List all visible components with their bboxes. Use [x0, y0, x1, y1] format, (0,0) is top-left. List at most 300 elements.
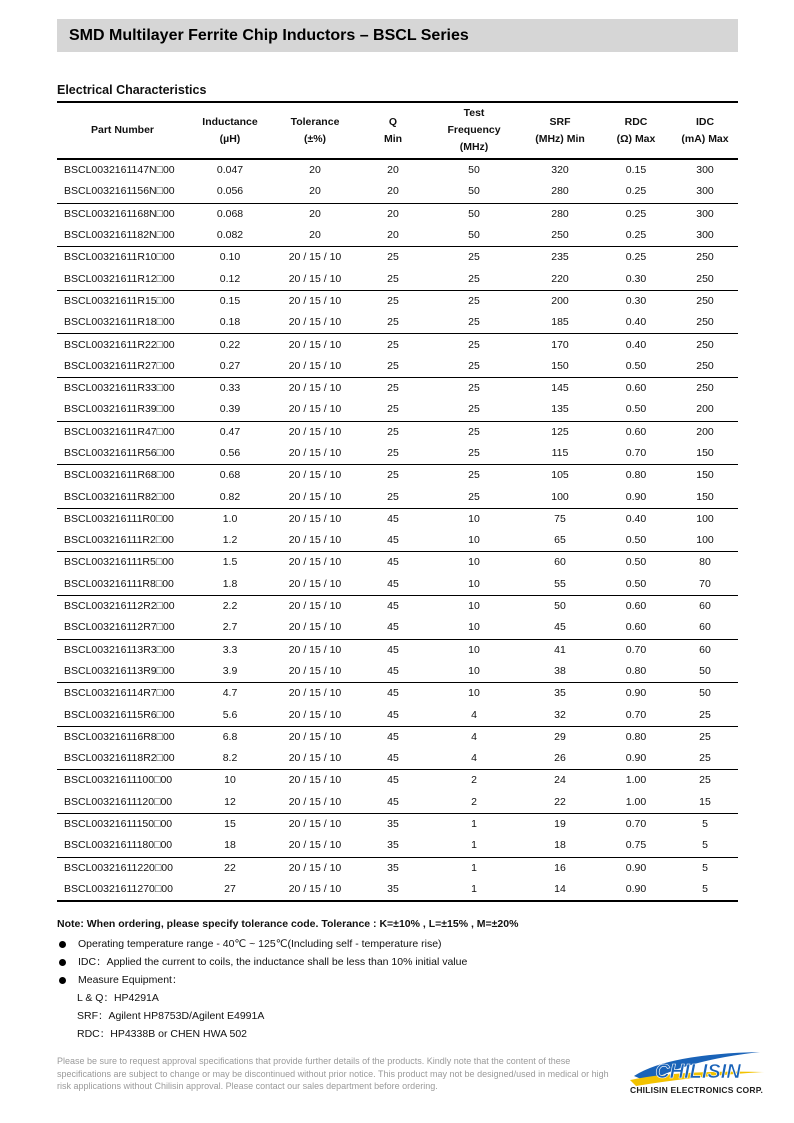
table-row — [57, 465, 738, 487]
cell-rdc: 0.30 — [625, 294, 647, 307]
bullet-item: IDC：Applied the current to coils, the inductance shall be less than 10% initial value — [57, 953, 467, 971]
cell-test-frequency: 25 — [428, 356, 520, 378]
table-row — [57, 334, 738, 356]
cell-part-number: BSCL003216111R0□00 — [64, 512, 174, 525]
cell-inductance: 22 — [224, 861, 236, 874]
table-row — [57, 552, 738, 574]
table-row — [57, 835, 738, 857]
col-tolerance: Tolerance (±%) — [272, 102, 358, 159]
cell-tolerance: 20 — [272, 181, 358, 203]
cell-idc: 250 — [672, 312, 738, 334]
cell-srf: 145 — [551, 382, 569, 395]
cell-rdc: 0.60 — [600, 617, 672, 639]
cell-idc: 70 — [672, 574, 738, 596]
cell-part-number: BSCL003216112R2□00 — [64, 600, 175, 613]
cell-tolerance: 20 / 15 / 10 — [272, 443, 358, 465]
cell-inductance: 6.8 — [222, 730, 238, 743]
cell-part-number: BSCL003216111R5□00 — [64, 556, 174, 569]
table-row — [57, 443, 738, 465]
cell-idc: 5 — [672, 835, 738, 857]
cell-rdc: 0.15 — [625, 164, 647, 177]
cell-idc: 5 — [672, 879, 738, 901]
cell-inductance: 2.2 — [222, 600, 238, 613]
cell-idc: 150 — [696, 469, 714, 482]
cell-q-min: 45 — [358, 530, 428, 552]
cell-rdc: 0.60 — [625, 600, 647, 613]
cell-part-number: BSCL00321611220□00 — [64, 861, 173, 874]
cell-srf: 150 — [520, 356, 600, 378]
cell-part-number: BSCL003216113R9□00 — [57, 661, 188, 683]
cell-tolerance: 20 / 15 / 10 — [272, 879, 358, 901]
cell-idc: 250 — [672, 268, 738, 290]
cell-idc: 300 — [672, 181, 738, 203]
table-row — [57, 639, 738, 661]
table-row — [57, 530, 738, 552]
table-row — [57, 770, 738, 792]
cell-idc: 25 — [672, 704, 738, 726]
cell-tolerance: 20 / 15 / 10 — [272, 356, 358, 378]
table-row — [57, 748, 738, 770]
cell-srf: 125 — [551, 425, 569, 438]
cell-srf: 41 — [554, 643, 566, 656]
cell-rdc: 0.75 — [600, 835, 672, 857]
cell-q-min: 35 — [387, 818, 399, 831]
cell-rdc: 0.80 — [600, 661, 672, 683]
cell-idc: 5 — [702, 861, 708, 874]
table-row — [57, 508, 738, 530]
cell-srf: 220 — [520, 268, 600, 290]
cell-rdc: 0.50 — [600, 530, 672, 552]
cell-test-frequency: 10 — [468, 556, 480, 569]
cell-part-number: BSCL003216118R2□00 — [57, 748, 188, 770]
cell-inductance: 0.12 — [188, 268, 272, 290]
cell-inductance: 0.68 — [219, 469, 241, 482]
cell-part-number: BSCL00321611270□00 — [57, 879, 188, 901]
cell-tolerance: 20 / 15 / 10 — [288, 643, 342, 656]
cell-inductance: 4.7 — [222, 687, 238, 700]
table-row — [57, 290, 738, 312]
cell-q-min: 45 — [387, 774, 399, 787]
cell-srf: 35 — [554, 687, 566, 700]
cell-q-min: 25 — [387, 338, 399, 351]
table-row — [57, 181, 738, 203]
cell-idc: 250 — [696, 382, 714, 395]
cell-rdc: 0.90 — [625, 687, 647, 700]
cell-tolerance: 20 / 15 / 10 — [272, 661, 358, 683]
cell-rdc: 0.70 — [600, 443, 672, 465]
cell-q-min: 45 — [387, 643, 399, 656]
cell-inductance: 0.18 — [188, 312, 272, 334]
cell-rdc: 0.70 — [625, 643, 647, 656]
cell-part-number: BSCL00321611100□00 — [64, 774, 173, 787]
cell-test-frequency: 25 — [468, 338, 480, 351]
cell-idc: 25 — [699, 730, 711, 743]
cell-part-number: BSCL00321611R15□00 — [64, 294, 175, 307]
cell-part-number: BSCL00321611R27□00 — [57, 356, 188, 378]
cell-idc: 250 — [696, 338, 714, 351]
table-row — [57, 399, 738, 421]
cell-idc: 100 — [672, 530, 738, 552]
table-row — [57, 486, 738, 508]
cell-rdc: 0.40 — [625, 338, 647, 351]
cell-idc: 25 — [699, 774, 711, 787]
bullet-item: Measure Equipment： — [57, 971, 467, 989]
cell-idc: 250 — [672, 356, 738, 378]
cell-srf: 55 — [520, 574, 600, 596]
cell-test-frequency: 25 — [428, 268, 520, 290]
bullet-icon — [59, 959, 66, 966]
cell-idc: 50 — [672, 661, 738, 683]
cell-test-frequency: 25 — [468, 251, 480, 264]
cell-tolerance: 20 / 15 / 10 — [288, 338, 342, 351]
cell-q-min: 45 — [387, 687, 399, 700]
cell-test-frequency: 10 — [428, 617, 520, 639]
cell-inductance: 0.15 — [219, 294, 241, 307]
col-part-number: Part Number — [57, 102, 188, 159]
cell-part-number: BSCL00321611R10□00 — [64, 251, 175, 264]
cell-inductance: 0.082 — [188, 225, 272, 247]
cell-idc: 15 — [672, 792, 738, 814]
cell-rdc: 0.40 — [625, 512, 647, 525]
cell-srf: 50 — [554, 600, 566, 613]
cell-tolerance: 20 / 15 / 10 — [272, 268, 358, 290]
cell-tolerance: 20 — [272, 225, 358, 247]
cell-srf: 24 — [554, 774, 566, 787]
cell-rdc: 0.60 — [625, 425, 647, 438]
cell-test-frequency: 10 — [428, 661, 520, 683]
cell-part-number: BSCL00321611R39□00 — [57, 399, 188, 421]
cell-rdc: 0.70 — [625, 818, 647, 831]
cell-srf: 32 — [520, 704, 600, 726]
cell-tolerance: 20 / 15 / 10 — [272, 704, 358, 726]
cell-test-frequency: 25 — [468, 425, 480, 438]
cell-idc: 100 — [696, 512, 714, 525]
cell-test-frequency: 25 — [428, 312, 520, 334]
col-test-frequency: Test Frequency (MHz) — [428, 102, 520, 159]
cell-part-number: BSCL00321611R47□00 — [64, 425, 175, 438]
cell-part-number: BSCL003216112R7□00 — [57, 617, 188, 639]
cell-test-frequency: 4 — [428, 748, 520, 770]
table-body — [57, 159, 738, 901]
page-title: SMD Multilayer Ferrite Chip Inductors – BSCL Series — [69, 26, 469, 44]
cell-test-frequency: 1 — [428, 879, 520, 901]
table-row — [57, 857, 738, 879]
table-header-row — [57, 102, 738, 159]
cell-tolerance: 20 — [309, 164, 321, 177]
cell-q-min: 25 — [358, 356, 428, 378]
cell-part-number: BSCL003216115R6□00 — [57, 704, 188, 726]
cell-srf: 115 — [520, 443, 600, 465]
cell-rdc: 0.60 — [625, 382, 647, 395]
cell-tolerance: 20 / 15 / 10 — [288, 382, 342, 395]
logo-word: CHILISIN — [655, 1061, 741, 1083]
cell-tolerance: 20 / 15 / 10 — [288, 425, 342, 438]
equipment-item: SRF：Agilent HP8753D/Agilent E4991A — [77, 1010, 265, 1022]
cell-inductance: 1.0 — [222, 512, 238, 525]
cell-rdc: 0.80 — [625, 469, 647, 482]
cell-test-frequency: 50 — [468, 207, 480, 220]
cell-rdc: 0.80 — [625, 730, 647, 743]
cell-srf: 45 — [520, 617, 600, 639]
cell-inductance: 0.056 — [188, 181, 272, 203]
cell-rdc: 0.25 — [625, 251, 647, 264]
cell-idc: 5 — [702, 818, 708, 831]
cell-inductance: 0.10 — [219, 251, 241, 264]
cell-srf: 19 — [554, 818, 566, 831]
cell-part-number: BSCL00321611R33□00 — [64, 382, 175, 395]
table-row — [57, 247, 738, 269]
cell-q-min: 20 — [387, 207, 399, 220]
cell-srf: 22 — [520, 792, 600, 814]
cell-test-frequency: 2 — [471, 774, 477, 787]
cell-q-min: 25 — [387, 425, 399, 438]
table-row — [57, 726, 738, 748]
cell-rdc: 0.50 — [600, 574, 672, 596]
cell-tolerance: 20 / 15 / 10 — [288, 251, 342, 264]
cell-test-frequency: 2 — [428, 792, 520, 814]
cell-srf: 75 — [554, 512, 566, 525]
cell-idc: 300 — [696, 164, 714, 177]
cell-inductance: 0.22 — [219, 338, 241, 351]
cell-test-frequency: 50 — [428, 225, 520, 247]
cell-inductance: 0.27 — [188, 356, 272, 378]
table-row — [57, 225, 738, 247]
table-row — [57, 704, 738, 726]
ordering-note: Note: When ordering, please specify tolerance code. Tolerance : K=±10% , L=±15% , M=±20% — [57, 918, 519, 930]
cell-test-frequency: 1 — [428, 835, 520, 857]
table-row — [57, 683, 738, 705]
cell-tolerance: 20 / 15 / 10 — [288, 730, 342, 743]
cell-q-min: 20 — [358, 225, 428, 247]
cell-inductance: 0.047 — [216, 164, 244, 177]
cell-q-min: 25 — [387, 469, 399, 482]
cell-test-frequency: 50 — [428, 181, 520, 203]
cell-rdc: 1.00 — [600, 792, 672, 814]
table-row — [57, 312, 738, 334]
cell-inductance: 0.47 — [219, 425, 241, 438]
cell-rdc: 0.90 — [625, 861, 647, 874]
cell-tolerance: 20 / 15 / 10 — [288, 600, 342, 613]
cell-part-number: BSCL00321611R22□00 — [64, 338, 175, 351]
cell-inductance: 15 — [224, 818, 236, 831]
cell-q-min: 35 — [358, 835, 428, 857]
cell-test-frequency: 10 — [468, 643, 480, 656]
cell-test-frequency: 10 — [468, 512, 480, 525]
cell-inductance: 0.82 — [188, 486, 272, 508]
col-srf: SRF (MHz) Min — [520, 102, 600, 159]
cell-tolerance: 20 / 15 / 10 — [272, 835, 358, 857]
cell-part-number: BSCL00321611180□00 — [57, 835, 188, 857]
cell-rdc: 0.25 — [625, 207, 647, 220]
cell-inductance: 0.068 — [216, 207, 244, 220]
cell-rdc: 0.90 — [600, 879, 672, 901]
cell-test-frequency: 25 — [428, 443, 520, 465]
col-inductance: Inductance (µH) — [188, 102, 272, 159]
bullet-icon — [59, 941, 66, 948]
cell-q-min: 25 — [358, 443, 428, 465]
cell-q-min: 25 — [358, 268, 428, 290]
title-bar — [57, 19, 738, 52]
company-name: CHILISIN ELECTRONICS CORP. — [630, 1085, 764, 1095]
col-rdc: RDC (Ω) Max — [600, 102, 672, 159]
cell-tolerance: 20 / 15 / 10 — [288, 818, 342, 831]
cell-srf: 16 — [554, 861, 566, 874]
cell-q-min: 25 — [358, 399, 428, 421]
equipment-list — [77, 989, 264, 1043]
equipment-item: RDC：HP4338B or CHEN HWA 502 — [77, 1028, 247, 1040]
cell-test-frequency: 25 — [428, 486, 520, 508]
cell-q-min: 45 — [358, 792, 428, 814]
cell-inductance: 12 — [188, 792, 272, 814]
cell-idc: 60 — [699, 600, 711, 613]
cell-srf: 38 — [520, 661, 600, 683]
cell-q-min: 35 — [387, 861, 399, 874]
cell-test-frequency: 1 — [471, 861, 477, 874]
cell-tolerance: 20 / 15 / 10 — [288, 294, 342, 307]
cell-q-min: 25 — [358, 312, 428, 334]
cell-part-number: BSCL0032161168N□00 — [64, 207, 175, 220]
cell-srf: 65 — [520, 530, 600, 552]
cell-tolerance: 20 / 15 / 10 — [272, 792, 358, 814]
cell-inductance: 1.5 — [222, 556, 238, 569]
cell-tolerance: 20 / 15 / 10 — [288, 512, 342, 525]
cell-test-frequency: 50 — [468, 164, 480, 177]
cell-part-number: BSCL003216114R7□00 — [64, 687, 175, 700]
cell-part-number: BSCL003216111R2□00 — [57, 530, 188, 552]
electrical-characteristics-table — [57, 101, 738, 902]
cell-test-frequency: 4 — [471, 730, 477, 743]
cell-tolerance: 20 / 15 / 10 — [272, 312, 358, 334]
cell-inductance: 27 — [188, 879, 272, 901]
cell-q-min: 25 — [358, 486, 428, 508]
cell-test-frequency: 1 — [471, 818, 477, 831]
table-row — [57, 813, 738, 835]
cell-rdc: 0.50 — [600, 356, 672, 378]
cell-part-number: BSCL00321611R56□00 — [57, 443, 188, 465]
cell-q-min: 35 — [358, 879, 428, 901]
cell-q-min: 45 — [358, 748, 428, 770]
cell-inductance: 1.2 — [188, 530, 272, 552]
cell-idc: 50 — [699, 687, 711, 700]
cell-srf: 18 — [520, 835, 600, 857]
cell-tolerance: 20 / 15 / 10 — [272, 530, 358, 552]
cell-inductance: 8.2 — [188, 748, 272, 770]
cell-inductance: 2.7 — [188, 617, 272, 639]
cell-tolerance: 20 / 15 / 10 — [272, 399, 358, 421]
cell-idc: 80 — [699, 556, 711, 569]
cell-inductance: 5.6 — [188, 704, 272, 726]
table-row — [57, 617, 738, 639]
cell-q-min: 20 — [358, 181, 428, 203]
col-idc: IDC (mA) Max — [672, 102, 738, 159]
table-row — [57, 268, 738, 290]
cell-rdc: 0.70 — [600, 704, 672, 726]
cell-srf: 105 — [551, 469, 569, 482]
cell-q-min: 45 — [358, 661, 428, 683]
cell-rdc: 0.25 — [600, 181, 672, 203]
cell-idc: 150 — [672, 486, 738, 508]
cell-part-number: BSCL00321611150□00 — [64, 818, 173, 831]
cell-test-frequency: 25 — [468, 294, 480, 307]
cell-idc: 200 — [672, 399, 738, 421]
cell-tolerance: 20 / 15 / 10 — [272, 748, 358, 770]
cell-rdc: 0.90 — [600, 748, 672, 770]
cell-q-min: 45 — [387, 512, 399, 525]
cell-rdc: 0.40 — [600, 312, 672, 334]
cell-test-frequency: 10 — [468, 600, 480, 613]
table-row — [57, 792, 738, 814]
cell-idc: 300 — [672, 225, 738, 247]
cell-test-frequency: 10 — [428, 574, 520, 596]
cell-idc: 25 — [672, 748, 738, 770]
cell-inductance: 1.8 — [188, 574, 272, 596]
cell-inductance: 18 — [188, 835, 272, 857]
cell-q-min: 25 — [387, 251, 399, 264]
cell-q-min: 45 — [387, 600, 399, 613]
cell-idc: 150 — [672, 443, 738, 465]
cell-tolerance: 20 / 15 / 10 — [288, 861, 342, 874]
cell-part-number: BSCL00321611120□00 — [57, 792, 188, 814]
section-title: Electrical Characteristics — [57, 83, 207, 97]
cell-srf: 320 — [551, 164, 569, 177]
cell-srf: 14 — [520, 879, 600, 901]
cell-part-number: BSCL00321611R18□00 — [57, 312, 188, 334]
cell-srf: 250 — [520, 225, 600, 247]
cell-part-number: BSCL0032161182N□00 — [57, 225, 188, 247]
cell-rdc: 1.00 — [625, 774, 647, 787]
cell-q-min: 45 — [387, 556, 399, 569]
table-row — [57, 421, 738, 443]
cell-part-number: BSCL003216116R8□00 — [64, 730, 175, 743]
cell-part-number: BSCL003216111R8□00 — [57, 574, 188, 596]
cell-srf: 26 — [520, 748, 600, 770]
cell-idc: 200 — [696, 425, 714, 438]
cell-inductance: 0.39 — [188, 399, 272, 421]
cell-test-frequency: 10 — [468, 687, 480, 700]
bullet-icon — [59, 977, 66, 984]
cell-inductance: 10 — [224, 774, 236, 787]
cell-q-min: 45 — [358, 574, 428, 596]
cell-part-number: BSCL0032161147N□00 — [64, 164, 175, 177]
cell-part-number: BSCL00321611R12□00 — [57, 268, 188, 290]
cell-q-min: 45 — [387, 730, 399, 743]
cell-tolerance: 20 / 15 / 10 — [272, 486, 358, 508]
cell-srf: 135 — [520, 399, 600, 421]
cell-rdc: 0.25 — [600, 225, 672, 247]
table-row — [57, 203, 738, 225]
table-row — [57, 574, 738, 596]
cell-inductance: 3.9 — [188, 661, 272, 683]
cell-part-number: BSCL0032161156N□00 — [57, 181, 188, 203]
cell-srf: 29 — [554, 730, 566, 743]
cell-tolerance: 20 / 15 / 10 — [272, 574, 358, 596]
cell-inductance: 3.3 — [222, 643, 238, 656]
cell-part-number: BSCL003216113R3□00 — [64, 643, 175, 656]
cell-idc: 60 — [672, 617, 738, 639]
cell-q-min: 45 — [358, 704, 428, 726]
equipment-item: L & Q：HP4291A — [77, 992, 159, 1004]
cell-q-min: 20 — [387, 164, 399, 177]
cell-idc: 250 — [696, 294, 714, 307]
col-q: Q Min — [358, 102, 428, 159]
cell-rdc: 0.50 — [625, 556, 647, 569]
cell-rdc: 0.50 — [600, 399, 672, 421]
footer-disclaimer: Please be sure to request approval specifications that provide further details of the products. Kindly note that the content of these specifications are subject to change or may be discontinued without prior notice. This product may not be designed/used in medical or high risk applications without Chilisin approval. Please contact our sales department before ordering. — [57, 1056, 609, 1091]
table-row — [57, 661, 738, 683]
cell-idc: 250 — [696, 251, 714, 264]
cell-test-frequency: 25 — [468, 469, 480, 482]
cell-test-frequency: 4 — [428, 704, 520, 726]
